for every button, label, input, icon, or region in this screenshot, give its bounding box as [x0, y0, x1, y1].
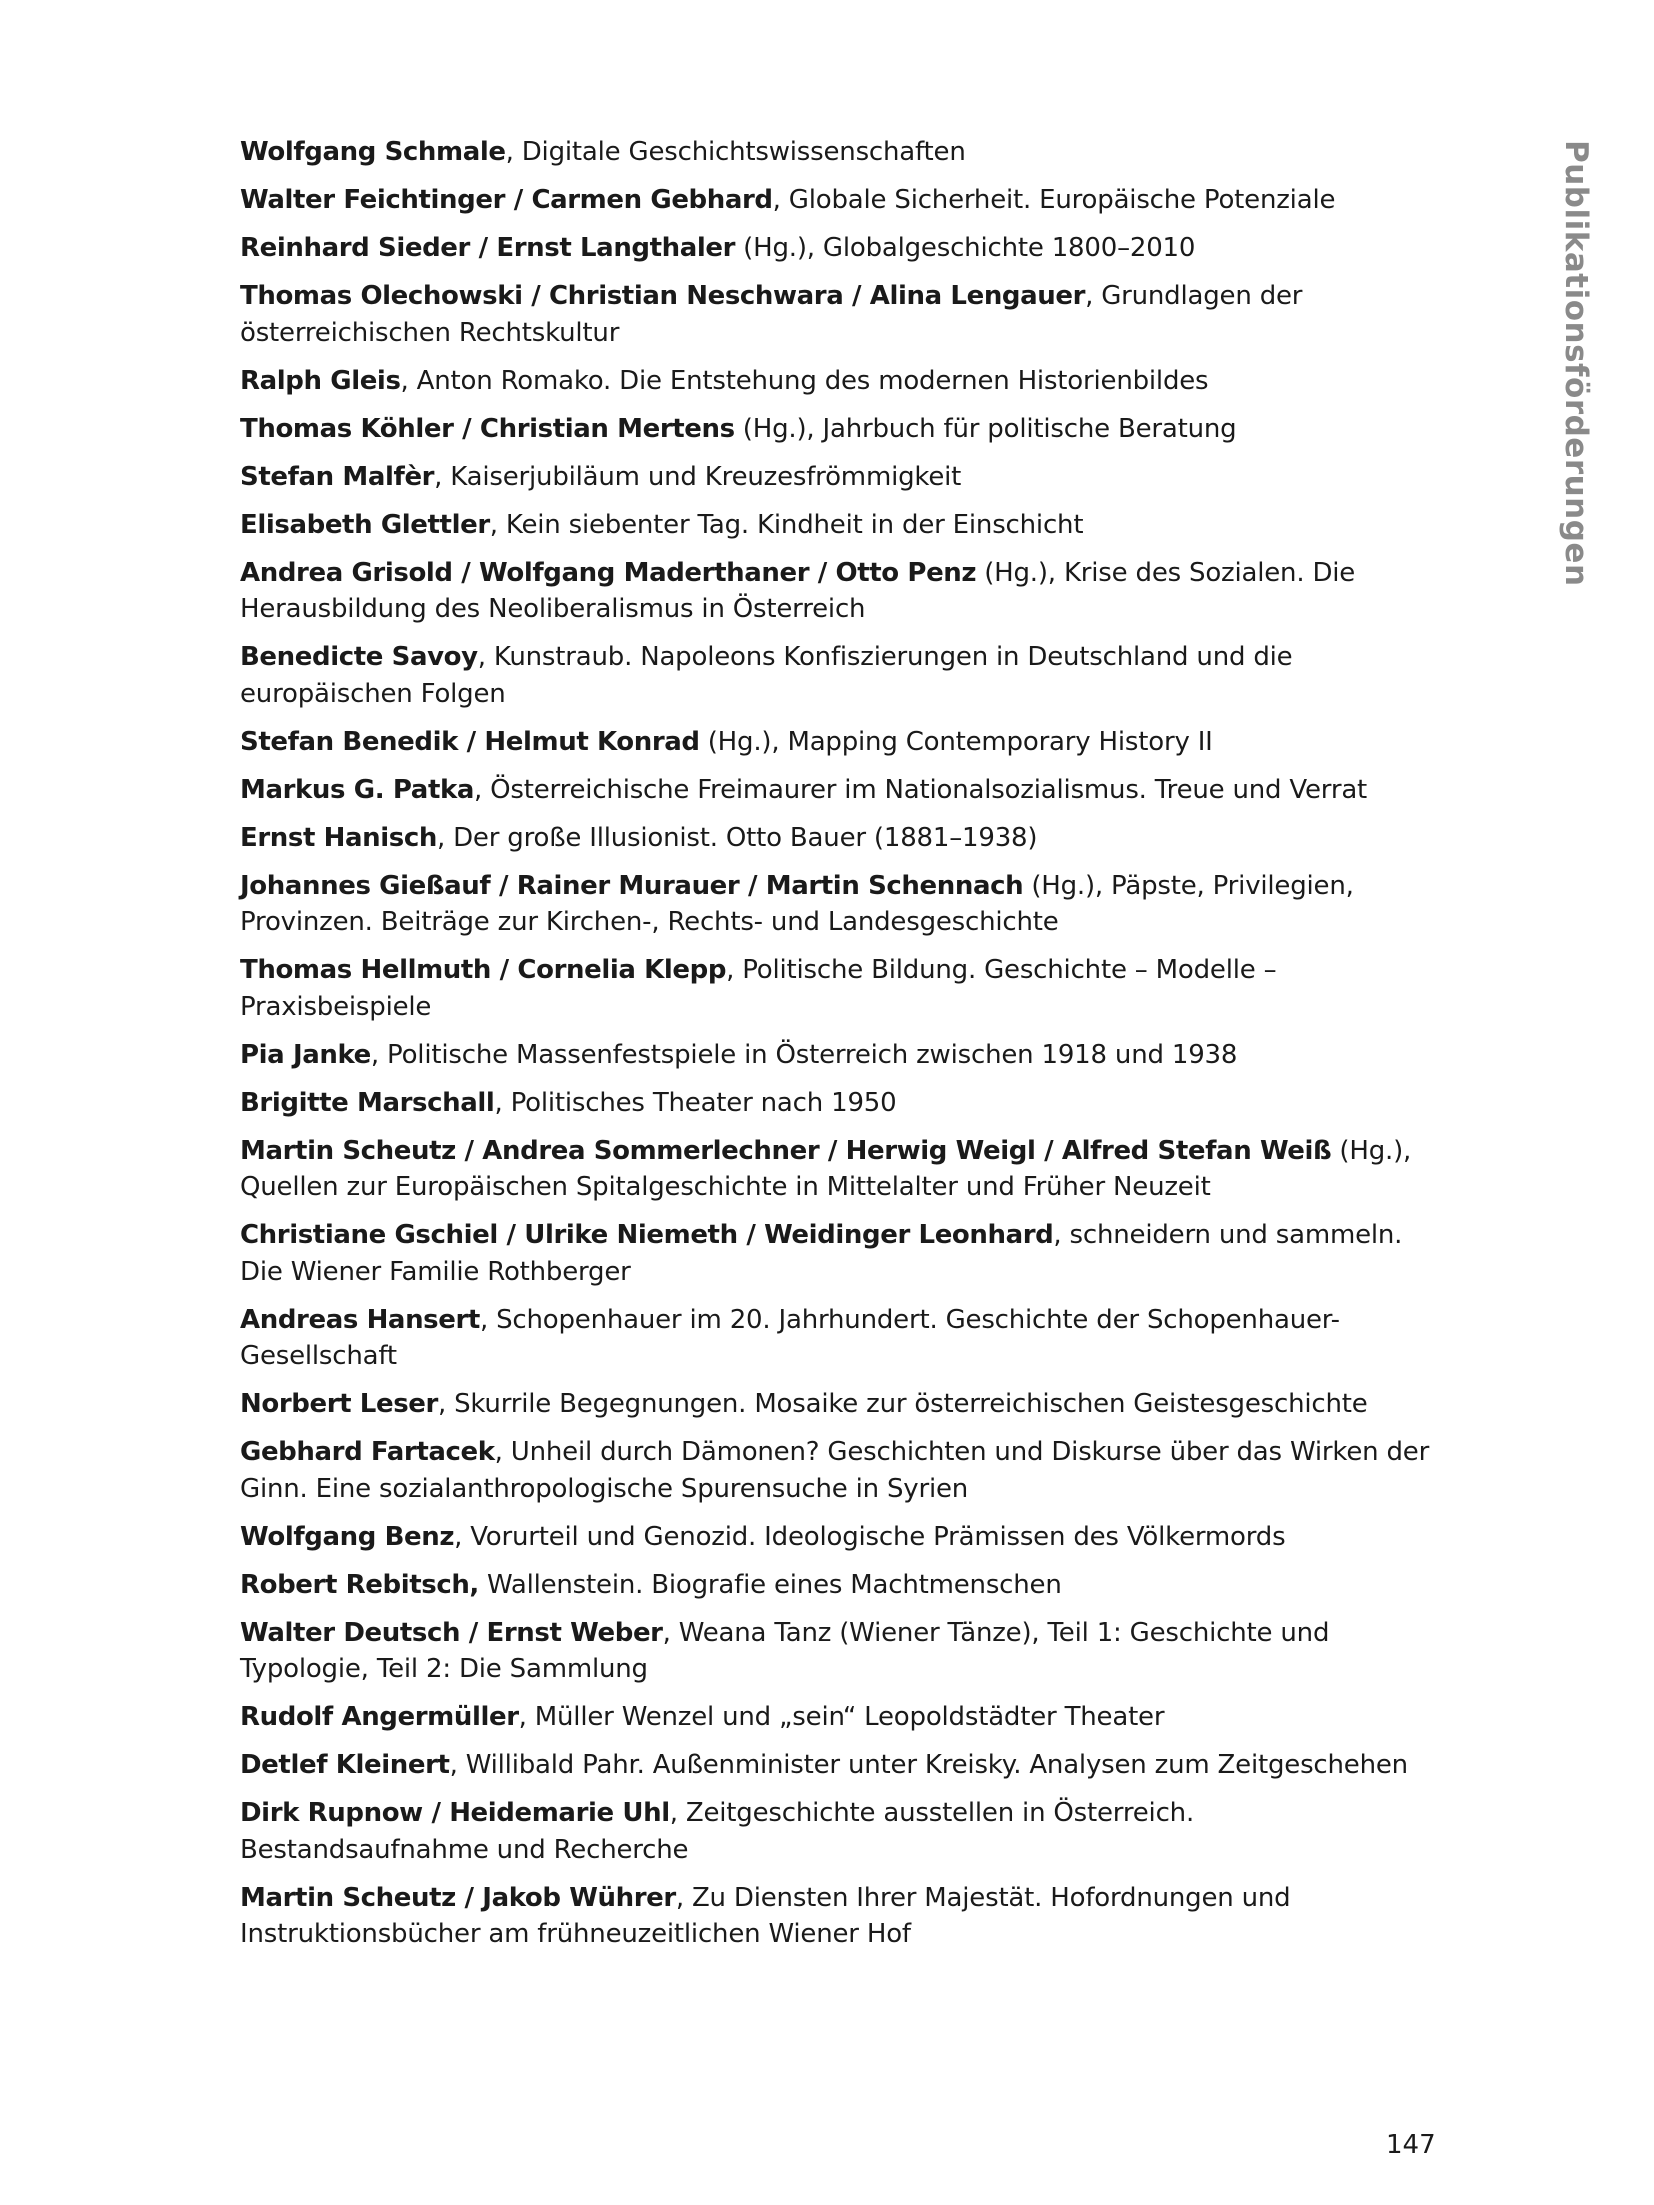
entry-authors: Thomas Olechowski / Christian Neschwara / Alina Lengauer — [240, 281, 1086, 311]
entry-authors: Ernst Hanisch — [240, 822, 437, 853]
entry-title: , Grundlagen der österreichischen Rechtskultur — [240, 281, 1303, 348]
entry-authors: Wolfgang Schmale — [240, 137, 506, 167]
publication-entry — [240, 1133, 1450, 1206]
publication-entry — [240, 182, 1450, 219]
entry-authors: Martin Scheutz / Jakob Wührer — [240, 1882, 676, 1913]
entry-authors: Stefan Malfèr — [240, 461, 435, 492]
publication-entry — [240, 1615, 1450, 1688]
entry-title: (Hg.), Quellen zur Europäischen Spitalgeschichte in Mittelalter und Früher Neuzeit — [240, 1135, 1412, 1202]
entry-authors: Norbert Leser — [240, 1389, 438, 1419]
entry-title: , Anton Romako. Die Entstehung des modernen Historienbildes — [400, 365, 1209, 396]
entry-title: , Willibald Pahr. Außenminister unter Kreisky. Analysen zum Zeitgeschehen — [449, 1750, 1408, 1780]
publication-entry — [240, 459, 1450, 496]
publication-entry — [240, 639, 1450, 712]
entry-authors: Pia Janke — [240, 1039, 371, 1070]
entry-authors: Andreas Hansert — [240, 1304, 480, 1335]
entry-authors: Robert Rebitsch, — [240, 1569, 479, 1600]
publication-entry — [240, 507, 1450, 544]
entry-authors: Rudolf Angermüller — [240, 1702, 519, 1732]
entry-title: , Skurrile Begegnungen. Mosaike zur österreichischen Geistesgeschichte — [437, 1389, 1368, 1419]
publication-entry — [240, 1699, 1450, 1736]
publication-entry — [240, 820, 1450, 857]
entry-authors: Ralph Gleis — [240, 365, 401, 396]
publication-entry — [240, 724, 1450, 761]
entry-authors: Stefan Benedik / Helmut Konrad — [240, 726, 700, 757]
entry-title: , Vorurteil und Genozid. Ideologische Prämissen des Völkermords — [454, 1521, 1286, 1552]
entry-title: (Hg.), Jahrbuch für politische Beratung — [734, 413, 1237, 444]
entry-title: , Politisches Theater nach 1950 — [494, 1087, 897, 1118]
publication-entry — [240, 1880, 1450, 1953]
entry-title: (Hg.), Krise des Sozialen. Die Herausbildung des Neoliberalismus in Österreich — [240, 557, 1356, 624]
entry-authors: Wolfgang Benz — [240, 1521, 455, 1552]
entry-title: , Digitale Geschichtswissenschaften — [505, 137, 966, 167]
page-number: 147 — [1386, 2130, 1436, 2160]
entry-title: Wallenstein. Biografie eines Machtmenschen — [478, 1569, 1062, 1600]
publication-entry — [240, 772, 1450, 809]
entry-authors: Detlef Kleinert — [240, 1750, 450, 1780]
entry-title: , Schopenhauer im 20. Jahrhundert. Geschichte der Schopenhauer-Gesellschaft — [240, 1304, 1340, 1371]
entry-title: (Hg.), Mapping Contemporary History II — [699, 726, 1213, 757]
entry-authors: Brigitte Marschall — [240, 1087, 495, 1118]
entry-authors: Christiane Gschiel / Ulrike Niemeth / Weidinger Leonhard — [240, 1220, 1054, 1250]
publication-entry — [240, 230, 1450, 267]
entry-authors: Martin Scheutz / Andrea Sommerlechner / Herwig Weigl / Alfred Stefan Weiß — [240, 1135, 1332, 1166]
publication-entry — [240, 278, 1450, 351]
entry-authors: Elisabeth Glettler — [240, 509, 490, 540]
publication-entry — [240, 1519, 1450, 1556]
entry-title: (Hg.), Globalgeschichte 1800–2010 — [735, 233, 1196, 263]
entry-title: , Zeitgeschichte ausstellen in Österreich. Bestandsaufnahme und Recherche — [240, 1798, 1195, 1865]
entry-authors: Andrea Grisold / Wolfgang Maderthaner / Otto Penz — [240, 557, 977, 588]
entry-title: , Politische Massenfestspiele in Österreich zwischen 1918 und 1938 — [370, 1039, 1238, 1070]
entry-title: , Kein siebenter Tag. Kindheit in der Einschicht — [489, 509, 1084, 540]
entry-title: , Müller Wenzel und „sein“ Leopoldstädter Theater — [518, 1702, 1165, 1732]
entry-title: , Kaiserjubiläum und Kreuzesfrömmigkeit — [434, 461, 962, 492]
publication-entry — [240, 1795, 1450, 1868]
publication-entry — [240, 1567, 1450, 1604]
entry-authors: Thomas Köhler / Christian Mertens — [240, 413, 735, 444]
entry-title: , Zu Diensten Ihrer Majestät. Hofordnungen und Instruktionsbücher am frühneuzeitlichen Wiener Hof — [240, 1882, 1291, 1949]
entry-authors: Benedicte Savoy — [240, 642, 478, 672]
entry-authors: Dirk Rupnow / Heidemarie Uhl — [240, 1798, 670, 1828]
entry-authors: Gebhard Fartacek — [240, 1437, 495, 1467]
entry-title: , Unheil durch Dämonen? Geschichten und Diskurse über das Wirken der Ginn. Eine sozialanthropologische Spurensuche in Syrien — [240, 1437, 1430, 1504]
entry-title: , Der große Illusionist. Otto Bauer (1881–1938) — [436, 822, 1038, 853]
publication-entry — [240, 411, 1450, 448]
entry-title: , schneidern und sammeln. Die Wiener Familie Rothberger — [240, 1220, 1403, 1287]
publication-entry — [240, 1302, 1450, 1375]
publication-entry — [240, 1747, 1450, 1784]
publication-entry — [240, 952, 1450, 1025]
entry-authors: Walter Feichtinger / Carmen Gebhard — [240, 185, 773, 215]
entry-authors: Johannes Gießauf / Rainer Murauer / Martin Schennach — [240, 870, 1024, 901]
publication-entry — [240, 1386, 1450, 1423]
entry-title: , Weana Tanz (Wiener Tänze), Teil 1: Geschichte und Typologie, Teil 2: Die Sammlung — [240, 1617, 1330, 1684]
entry-authors: Walter Deutsch / Ernst Weber — [240, 1617, 663, 1648]
publication-entry — [240, 1085, 1450, 1122]
publication-entry — [240, 1434, 1450, 1507]
publication-entry — [240, 363, 1450, 400]
publication-entry — [240, 1217, 1450, 1290]
entry-title: , Politische Bildung. Geschichte – Modelle – Praxisbeispiele — [240, 955, 1277, 1022]
entry-title: , Österreichische Freimaurer im Nationalsozialismus. Treue und Verrat — [474, 774, 1368, 805]
publication-entry — [240, 134, 1450, 171]
publication-entry — [240, 868, 1450, 941]
entry-title: , Kunstraub. Napoleons Konfiszierungen in Deutschland und die europäischen Folgen — [240, 642, 1293, 709]
entry-title: (Hg.), Päpste, Privilegien, Provinzen. Beiträge zur Kirchen-, Rechts- und Landesgeschichte — [240, 870, 1354, 937]
entry-title: , Globale Sicherheit. Europäische Potenziale — [772, 185, 1336, 215]
entry-authors: Thomas Hellmuth / Cornelia Klepp — [240, 955, 727, 985]
publication-entry — [240, 1037, 1450, 1074]
publication-entry — [240, 555, 1450, 628]
entry-authors: Markus G. Patka — [240, 774, 475, 805]
section-side-title: Publikationsförderungen — [1558, 140, 1594, 587]
publication-list — [240, 134, 1450, 1964]
entry-authors: Reinhard Sieder / Ernst Langthaler — [240, 233, 736, 263]
